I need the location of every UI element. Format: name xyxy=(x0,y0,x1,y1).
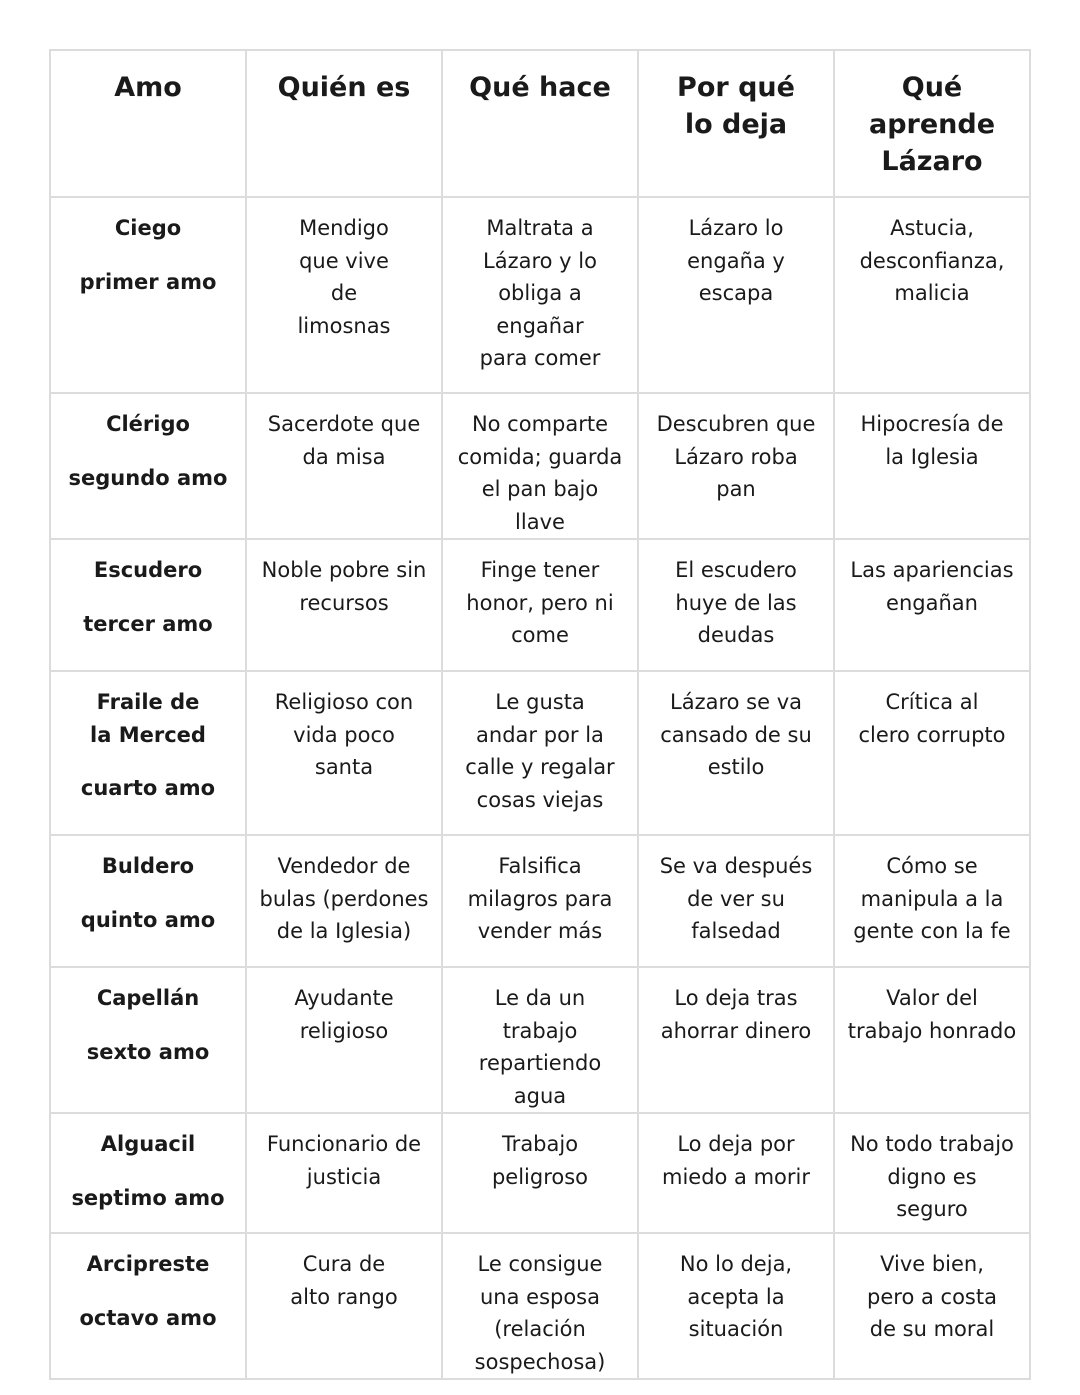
por-que-lo-deja-cell: Se va después de ver su falsedad xyxy=(638,835,834,967)
amo-cell: Clérigo segundo amo xyxy=(50,393,246,539)
que-aprende-cell: Astucia, desconfianza, malicia xyxy=(834,197,1030,393)
que-aprende-cell: Las apariencias engañan xyxy=(834,539,1030,671)
que-hace-cell: Falsifica milagros para vender más xyxy=(442,835,638,967)
por-que-lo-deja-cell: Lázaro se va cansado de su estilo xyxy=(638,671,834,835)
por-que-lo-deja-cell: El escudero huye de las deudas xyxy=(638,539,834,671)
table-row xyxy=(50,197,1030,393)
quien-es-cell: Vendedor de bulas (perdones de la Iglesia) xyxy=(246,835,442,967)
amo-cell: Buldero quinto amo xyxy=(50,835,246,967)
por-que-lo-deja-cell: Lo deja por miedo a morir xyxy=(638,1113,834,1233)
amo-cell: Fraile de la Merced cuarto amo xyxy=(50,671,246,835)
table-row xyxy=(50,393,1030,539)
table-row xyxy=(50,671,1030,835)
que-hace-cell: Finge tener honor, pero ni come xyxy=(442,539,638,671)
por-que-lo-deja-cell: Lázaro lo engaña y escapa xyxy=(638,197,834,393)
que-aprende-cell: Valor del trabajo honrado xyxy=(834,967,1030,1113)
quien-es-cell: Religioso con vida poco santa xyxy=(246,671,442,835)
header-que-hace: Qué hace xyxy=(442,50,638,197)
header-row xyxy=(50,50,1030,197)
header-quien-es: Quién es xyxy=(246,50,442,197)
que-aprende-cell: Hipocresía de la Iglesia xyxy=(834,393,1030,539)
que-hace-cell: Le gusta andar por la calle y regalar cosas viejas xyxy=(442,671,638,835)
table-row xyxy=(50,539,1030,671)
por-que-lo-deja-cell: Descubren que Lázaro roba pan xyxy=(638,393,834,539)
amo-cell: Escudero tercer amo xyxy=(50,539,246,671)
masters-table xyxy=(49,49,1031,1380)
quien-es-cell: Cura de alto rango xyxy=(246,1233,442,1379)
table-row xyxy=(50,967,1030,1113)
quien-es-cell: Sacerdote que da misa xyxy=(246,393,442,539)
amo-cell: Capellán sexto amo xyxy=(50,967,246,1113)
header-que-aprende: Qué aprende Lázaro xyxy=(834,50,1030,197)
que-hace-cell: Trabajo peligroso xyxy=(442,1113,638,1233)
header-por-que-lo-deja: Por qué lo deja xyxy=(638,50,834,197)
que-hace-cell: Le consigue una esposa (relación sospechosa) xyxy=(442,1233,638,1379)
que-aprende-cell: Vive bien, pero a costa de su moral xyxy=(834,1233,1030,1379)
quien-es-cell: Mendigo que vive de limosnas xyxy=(246,197,442,393)
que-hace-cell: Le da un trabajo repartiendo agua xyxy=(442,967,638,1113)
quien-es-cell: Ayudante religioso xyxy=(246,967,442,1113)
amo-cell: Ciego primer amo xyxy=(50,197,246,393)
table-row xyxy=(50,835,1030,967)
table-row xyxy=(50,1113,1030,1233)
quien-es-cell: Funcionario de justicia xyxy=(246,1113,442,1233)
table-row xyxy=(50,1233,1030,1379)
por-que-lo-deja-cell: No lo deja, acepta la situación xyxy=(638,1233,834,1379)
amo-cell: Alguacil septimo amo xyxy=(50,1113,246,1233)
que-aprende-cell: Crítica al clero corrupto xyxy=(834,671,1030,835)
que-aprende-cell: Cómo se manipula a la gente con la fe xyxy=(834,835,1030,967)
header-amo: Amo xyxy=(50,50,246,197)
amo-cell: Arcipreste octavo amo xyxy=(50,1233,246,1379)
que-hace-cell: No comparte comida; guarda el pan bajo llave xyxy=(442,393,638,539)
que-aprende-cell: No todo trabajo digno es seguro xyxy=(834,1113,1030,1233)
por-que-lo-deja-cell: Lo deja tras ahorrar dinero xyxy=(638,967,834,1113)
quien-es-cell: Noble pobre sin recursos xyxy=(246,539,442,671)
que-hace-cell: Maltrata a Lázaro y lo obliga a engañar para comer xyxy=(442,197,638,393)
